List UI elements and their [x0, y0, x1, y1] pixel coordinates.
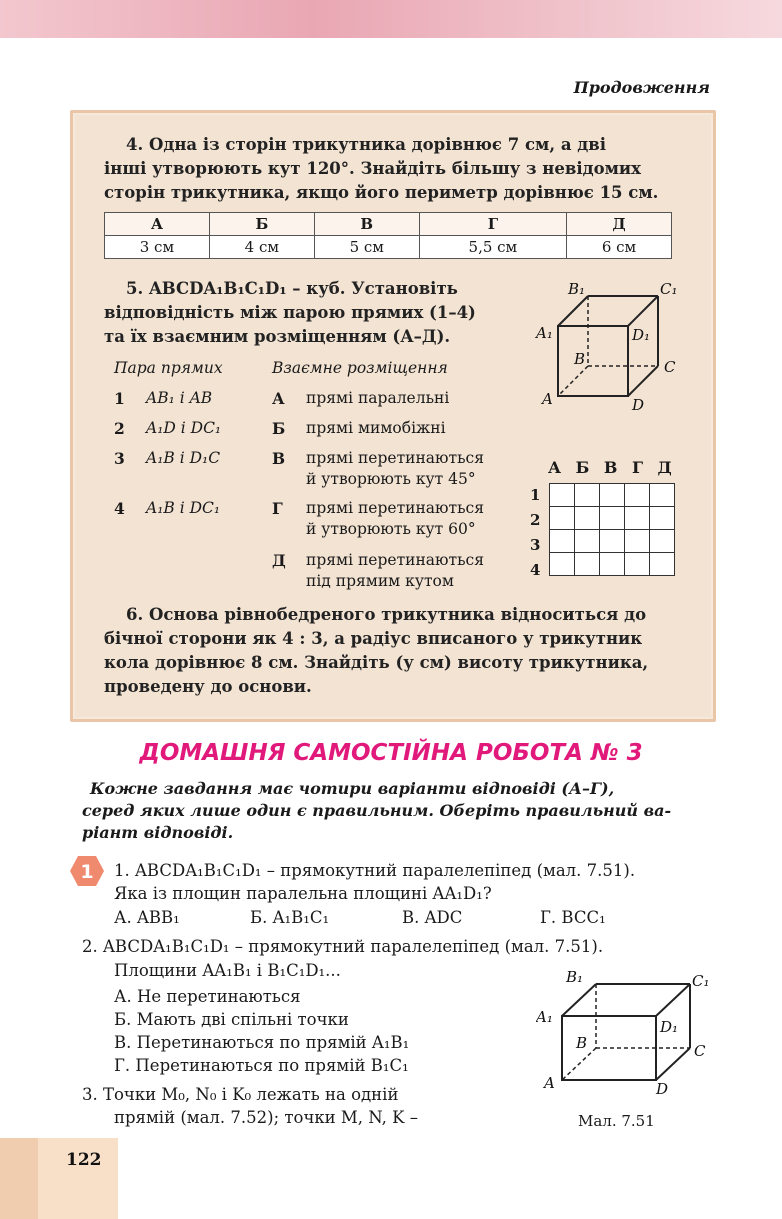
pair-number: 4 [114, 499, 125, 518]
task4-line3: сторін трикутника, якщо його периметр дорівнює 15 см. [104, 183, 659, 202]
grid-cell[interactable] [600, 484, 625, 507]
grid-row-number: 1 [530, 486, 541, 504]
pair-number: 1 [114, 389, 125, 408]
cube-label: D₁ [660, 1018, 679, 1036]
table-cell: 6 см [567, 236, 672, 259]
grid-cell[interactable] [575, 507, 600, 530]
grid-cell[interactable] [600, 553, 625, 576]
pairs-header: Пара прямих [114, 359, 223, 377]
table-header-cell: Д [567, 213, 672, 236]
page-edge-decor [0, 1138, 38, 1219]
task6-line2: бічної сторони як 4 : 3, а радіус вписаного у трикутник [104, 629, 643, 648]
pair-text: A₁B і D₁C [146, 449, 221, 467]
q2-option-d: Г. Перетинаються по прямій B₁C₁ [114, 1056, 409, 1075]
option-letter: Д [272, 551, 286, 570]
option-letter: Б [272, 419, 286, 438]
option-text: й утворюють кут 45° [306, 470, 476, 488]
cube-label: D [656, 1080, 669, 1098]
grid-cell[interactable] [625, 484, 650, 507]
task6-line3: кола дорівнює 8 см. Знайдіть (у см) висоту трикутника, [104, 653, 649, 672]
level-badge-icon [70, 856, 104, 886]
cube-label: A [542, 390, 553, 408]
task5-line2: відповідність між парою прямих (1–4) [104, 303, 476, 322]
pair-text: AB₁ і AB [146, 389, 213, 407]
q2-option-b: Б. Мають дві спільні точки [114, 1010, 349, 1029]
q2-line2: Площини AA₁B₁ і B₁C₁D₁... [114, 961, 341, 980]
intro-line: Кожне завдання має чотири варіанти відповіді (А–Г), [90, 779, 615, 798]
grid-cell[interactable] [600, 530, 625, 553]
cube-label: B₁ [566, 968, 584, 986]
table-header-cell: Б [209, 213, 314, 236]
grid-cell[interactable] [625, 553, 650, 576]
grid-cell[interactable] [625, 530, 650, 553]
task6-line1: 6. Основа рівнобедреного трикутника відноситься до [126, 605, 647, 624]
option-letter: Г [272, 499, 283, 518]
grid-cell[interactable] [575, 553, 600, 576]
option-text: прямі перетинаються [306, 449, 485, 467]
pair-text: A₁B і DC₁ [146, 499, 221, 517]
cube-label: C [694, 1042, 706, 1060]
cube-label: A [544, 1074, 555, 1092]
table-header-cell: А [105, 213, 210, 236]
table-cell: 5,5 см [419, 236, 566, 259]
option-text: прямі паралельні [306, 389, 450, 407]
task5-line1: 5. ABCDA₁B₁C₁D₁ – куб. Установіть [126, 279, 458, 298]
q1-line1: 1. ABCDA₁B₁C₁D₁ – прямокутний паралелепіпед (мал. 7.51). [114, 861, 636, 880]
grid-cell[interactable] [625, 507, 650, 530]
pair-number: 2 [114, 419, 125, 438]
q1-option-d: Г. BCC₁ [540, 908, 606, 927]
table-cell: 5 см [314, 236, 419, 259]
figure-caption: Мал. 7.51 [578, 1112, 655, 1130]
intro-line: ріант відповіді. [82, 823, 234, 842]
cube-label: D₁ [632, 326, 651, 344]
option-text: під прямим кутом [306, 572, 454, 590]
svg-text:1: 1 [80, 861, 94, 883]
q2-option-c: В. Перетинаються по прямій A₁B₁ [114, 1033, 410, 1052]
q2-option-a: А. Не перетинаються [114, 987, 301, 1006]
task4-line2: інші утворюють кут 120°. Знайдіть більшу з невідомих [104, 159, 641, 178]
task4-line1: 4. Одна із сторін трикутника дорівнює 7 см, а дві [126, 135, 606, 154]
pair-number: 3 [114, 449, 125, 468]
homework-title: ДОМАШНЯ САМОСТІЙНА РОБОТА № 3 [139, 740, 643, 766]
page-number: 122 [66, 1150, 102, 1170]
q2-line1: 2. ABCDA₁B₁C₁D₁ – прямокутний паралелепіпед (мал. 7.51). [82, 937, 604, 956]
table-header-cell: В [314, 213, 419, 236]
q1-option-a: А. ABB₁ [114, 908, 180, 927]
homework-intro [82, 778, 710, 844]
cube-label: C₁ [692, 972, 710, 990]
task6-line4: проведену до основи. [104, 677, 312, 696]
grid-cell[interactable] [600, 507, 625, 530]
grid-cell[interactable] [650, 530, 675, 553]
cube-label: B₁ [568, 280, 586, 298]
q3-line2: прямій (мал. 7.52); точки M, N, K – [114, 1108, 418, 1127]
grid-column-header: А Б В Г Д [548, 458, 672, 477]
grid-cell[interactable] [650, 484, 675, 507]
pair-text: A₁D і DC₁ [146, 419, 222, 437]
cube-label: A₁ [536, 324, 553, 342]
task5-line3: та їх взаємним розміщенням (А–Д). [104, 327, 451, 346]
grid-row-number: 4 [530, 561, 541, 579]
q1-option-b: Б. A₁B₁C₁ [250, 908, 330, 927]
cube-label: A₁ [536, 1008, 553, 1026]
option-letter: А [272, 389, 285, 408]
relations-header: Взаємне розміщення [272, 359, 448, 377]
continuation-label: Продовження [573, 78, 710, 97]
parallelepiped-figure [536, 966, 716, 1100]
cube-label: C [664, 358, 676, 376]
grid-row-number: 3 [530, 536, 541, 554]
q1-line2: Яка із площин паралельна площині AA₁D₁? [114, 884, 492, 903]
grid-cell[interactable] [550, 507, 575, 530]
table-cell: 4 см [209, 236, 314, 259]
table-cell: 3 см [105, 236, 210, 259]
grid-cell[interactable] [550, 553, 575, 576]
option-letter: В [272, 449, 286, 468]
grid-row-number: 2 [530, 511, 541, 529]
q3-line1: 3. Точки M₀, N₀ і K₀ лежать на одній [82, 1085, 399, 1104]
intro-line: серед яких лише один є правильним. Оберіть правильний ва- [82, 801, 672, 820]
q1-option-c: В. ADC [402, 908, 463, 927]
cube-figure [530, 280, 700, 414]
cube-label: B [574, 350, 586, 368]
grid-cell[interactable] [550, 484, 575, 507]
grid-cell[interactable] [575, 484, 600, 507]
grid-cell[interactable] [650, 553, 675, 576]
cube-label: C₁ [660, 280, 678, 298]
cube-label: B [576, 1034, 588, 1052]
option-text: прямі мимобіжні [306, 419, 446, 437]
cube-label: D [632, 396, 645, 414]
answer-grid [549, 483, 675, 576]
top-decor-band [0, 0, 782, 38]
option-text: й утворюють кут 60° [306, 520, 476, 538]
option-text: прямі перетинаються [306, 551, 485, 569]
grid-cell[interactable] [550, 530, 575, 553]
task4-answer-table [104, 212, 672, 259]
grid-cell[interactable] [575, 530, 600, 553]
grid-cell[interactable] [650, 507, 675, 530]
option-text: прямі перетинаються [306, 499, 485, 517]
table-header-cell: Г [419, 213, 566, 236]
